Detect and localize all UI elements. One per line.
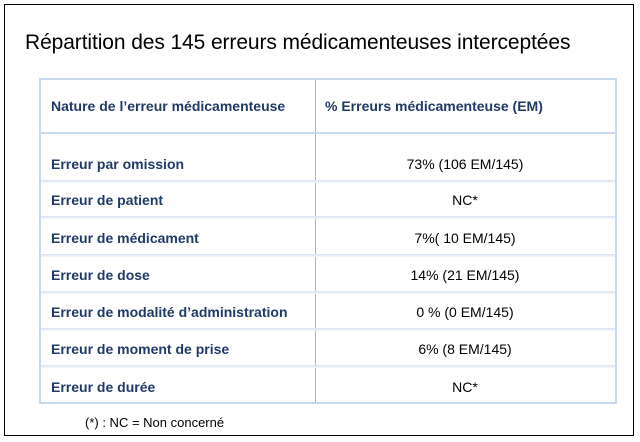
header-nature: Nature de l’erreur médicamenteuse [51, 98, 286, 114]
row-label: Erreur de médicament [51, 229, 199, 246]
row-value: NC* [452, 378, 478, 395]
row-label: Erreur par omission [51, 155, 185, 172]
row-label: Erreur de patient [51, 191, 164, 208]
footnote: (*) : NC = Non concerné [85, 415, 225, 430]
row-value: 7%( 10 EM/145) [414, 229, 516, 246]
table-row [41, 369, 615, 404]
table-row [41, 182, 615, 217]
row-value: NC* [452, 191, 478, 208]
row-label: Erreur de durée [51, 378, 156, 395]
table-row [41, 146, 615, 181]
table-header-row [41, 80, 615, 134]
table-row [41, 331, 615, 366]
row-value: 14% (21 EM/145) [410, 266, 520, 283]
table-row [41, 294, 615, 329]
slide-title: Répartition des 145 erreurs médicamenteuses interceptées [25, 31, 571, 54]
slide-frame [4, 4, 634, 436]
table-row [41, 220, 615, 255]
header-percent: % Erreurs médicamenteuse (EM) [325, 98, 543, 114]
row-label: Erreur de moment de prise [51, 340, 230, 357]
row-value: 73% (106 EM/145) [406, 155, 524, 172]
row-value: 6% (8 EM/145) [418, 340, 512, 357]
table-row [41, 257, 615, 292]
row-label: Erreur de dose [51, 266, 150, 283]
row-value: 0 % (0 EM/145) [416, 303, 514, 320]
errors-table [39, 78, 617, 404]
row-label: Erreur de modalité d’administration [51, 303, 288, 320]
